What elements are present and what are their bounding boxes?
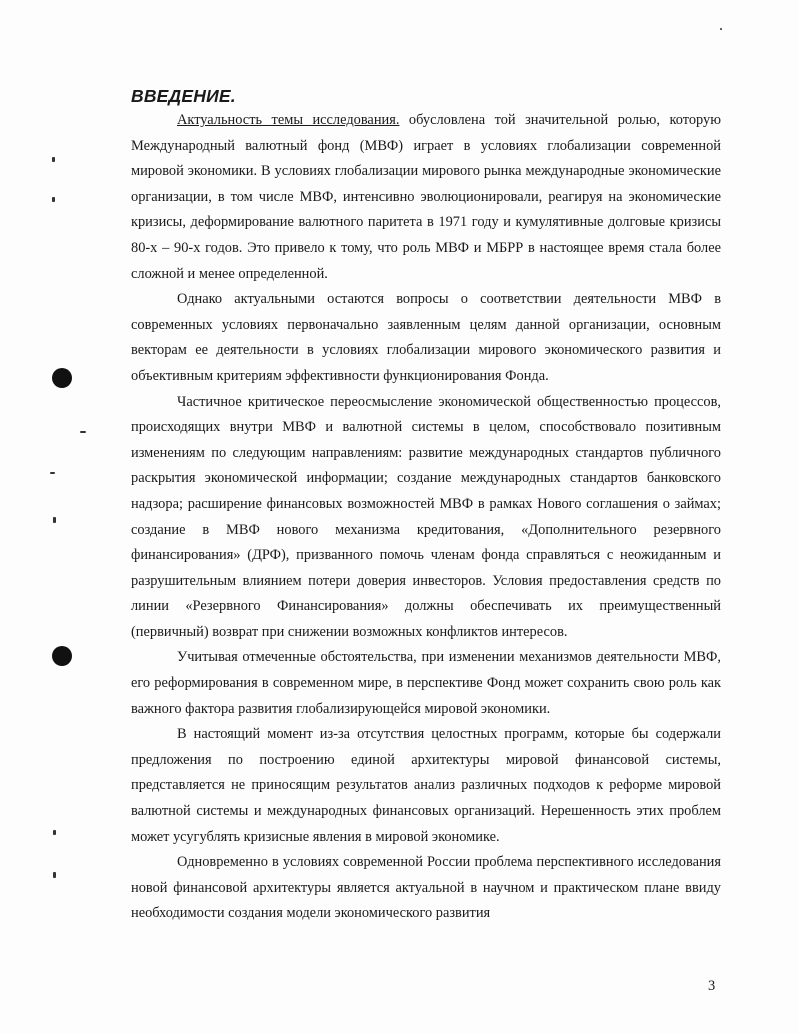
punch-hole-mark: [52, 368, 72, 388]
punch-hole-mark: [52, 646, 72, 666]
page-number: 3: [708, 978, 716, 994]
scan-speck: [53, 830, 56, 835]
scan-speck: [80, 431, 86, 433]
paragraph-3: Частичное критическое переосмысление экономической общественностью процессов, происходящих внутри МВФ и валютной системы в целом, способствовало позитивным изменениям по следующим направлениям: развитие международных стандартов публичного раскрытия экономической информации; создание международных стандартов банковского надзора; расширение финансовых возможностей МВФ в рамках Нового соглашения о займах; создание в МВФ нового механизма кредитования, «Дополнительного резервного финансирования» (ДРФ), призванного помочь членам фонда справляться с неожиданным и разрушительным влиянием потери доверия инвесторов. Условия предоставления средств по линии «Резервного Финансирования» должны обеспечивать их преимущественный (первичный) возврат при снижении возможных конфликтов интересов.: [131, 393, 721, 640]
paragraph-2: Однако актуальными остаются вопросы о соответствии деятельности МВФ в современных условиях первоначально заявленным целям данной организации, основным векторам ее деятельности в условиях глобализации мирового экономического развития и объективным критериям эффективности функционирования Фонда.: [131, 291, 721, 384]
scan-speck: [53, 517, 56, 523]
paragraph-5: В настоящий момент из-за отсутствия целостных программ, которые бы содержали предложения по построению единой архитектуры мировой финансовой системы, представляется не приносящим результатов анализ различных подходов к реформе мировой валютной системы и международных финансовых организаций. Нерешенность этих проблем может усугублять кризисные явления в мировой экономике.: [131, 726, 721, 845]
scan-speck: [52, 157, 55, 162]
page-heading: ВВЕДЕНИЕ.: [131, 86, 236, 106]
paragraph-1: [131, 108, 721, 287]
paragraph-4: Учитывая отмеченные обстоятельства, при изменении механизмов деятельности МВФ, его реформирования в современном мире, в перспективе Фонд может сохранить свою роль как важного фактора развития глобализирующейся мировой экономики.: [131, 649, 721, 717]
paragraph-1-text: обусловлена той значительной ролью, которую Международный валютный фонд (МВФ) играет в условиях глобализации современной мировой экономики. В условиях глобализации мирового рынка международные экономические организации, в том числе МВФ, интенсивно эволюционировали, реагируя на экономические кризисы, деформирование валютного паритета в 1971 году и кумулятивные долговые кризисы 80-х – 90-х годов. Это привело к тому, что роль МВФ и МБРР в настоящее время стала более сложной и менее определенной.: [131, 112, 721, 282]
scan-speck: [52, 197, 55, 202]
paragraph-6: Одновременно в условиях современной России проблема перспективного исследования новой финансовой архитектуры является актуальной в научном и практическом плане ввиду необходимости создания модели экономического развития: [131, 854, 721, 922]
topic-relevance-lead: Актуальность темы исследования.: [177, 112, 400, 128]
scan-speck: [50, 472, 55, 474]
scan-speck: [720, 28, 722, 30]
scan-speck: [53, 872, 56, 878]
body-text: [131, 108, 721, 927]
